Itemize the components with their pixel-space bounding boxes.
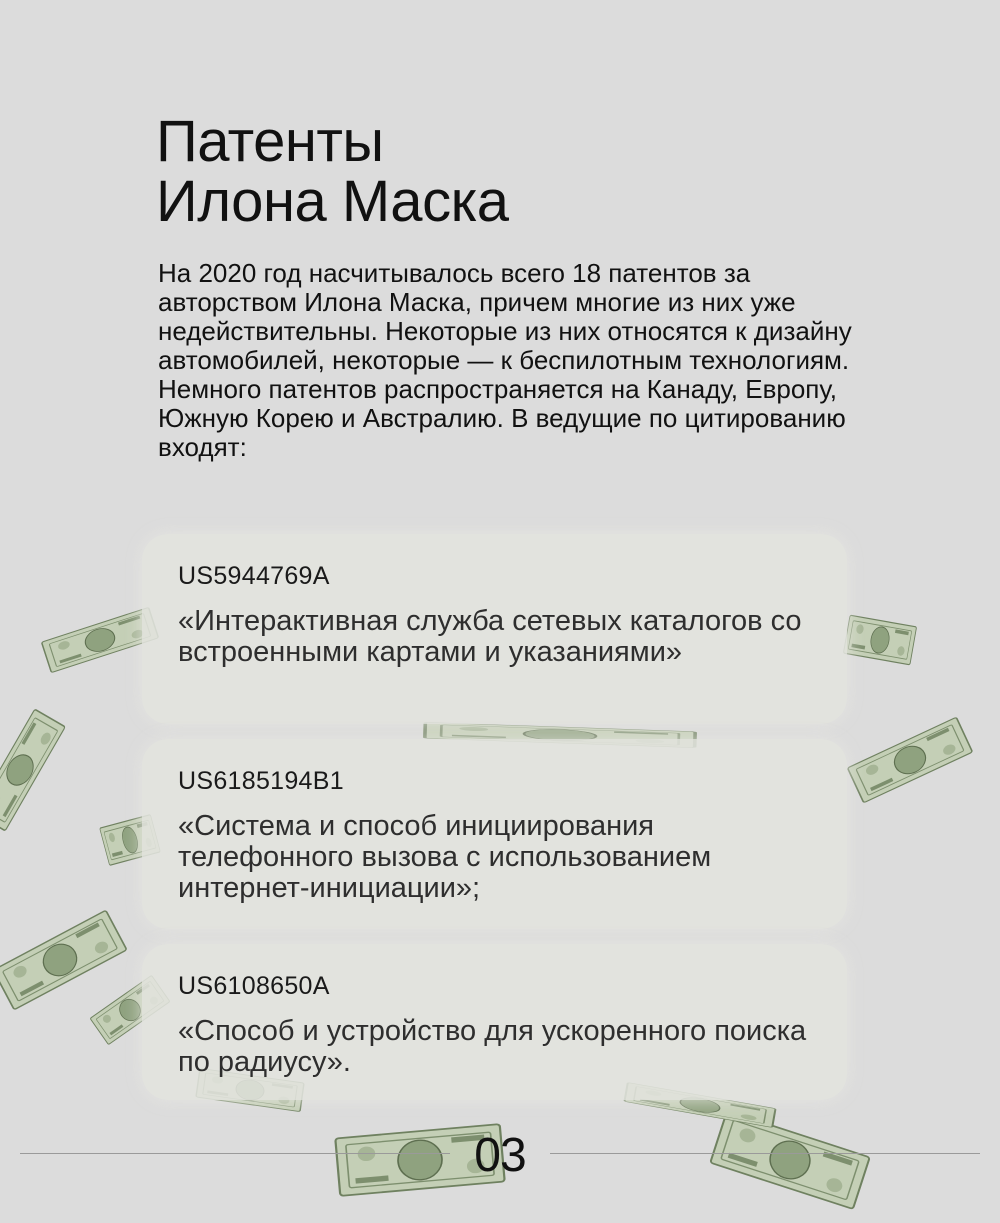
patent-description: «Способ и устройство для ускоренного поиска по радиусу».	[178, 1015, 807, 1078]
patent-card-2	[142, 739, 847, 929]
patent-code: US5944769A	[178, 562, 330, 590]
patent-code: US6185194B1	[178, 767, 344, 795]
page-title	[156, 109, 509, 234]
page-number: 03	[474, 1129, 526, 1182]
footer-divider-right	[550, 1153, 980, 1154]
page-title-line-1: Патенты	[156, 109, 384, 174]
patent-card-1	[142, 534, 847, 724]
page-title-line-2: Илона Маска	[156, 169, 509, 234]
footer-divider-left	[20, 1153, 450, 1154]
intro-paragraph: На 2020 год насчитывалось всего 18 патентов за авторством Илона Маска, причем многие из них уже недействительны. Некоторые из них относятся к дизайну автомобилей, некоторые — к беспилотным технологиям. Немного патентов распространяется на Канаду, Европу, Южную Корею и Австралию. В ведущие по цитированию входят:	[158, 258, 852, 462]
patent-description: «Система и способ инициирования телефонного вызова с использованием интернет-инициации»;	[178, 810, 712, 904]
patent-code: US6108650A	[178, 972, 330, 1000]
patent-card-3	[142, 944, 847, 1100]
patent-description: «Интерактивная служба сетевых каталогов со встроенными картами и указаниями»	[178, 605, 802, 668]
